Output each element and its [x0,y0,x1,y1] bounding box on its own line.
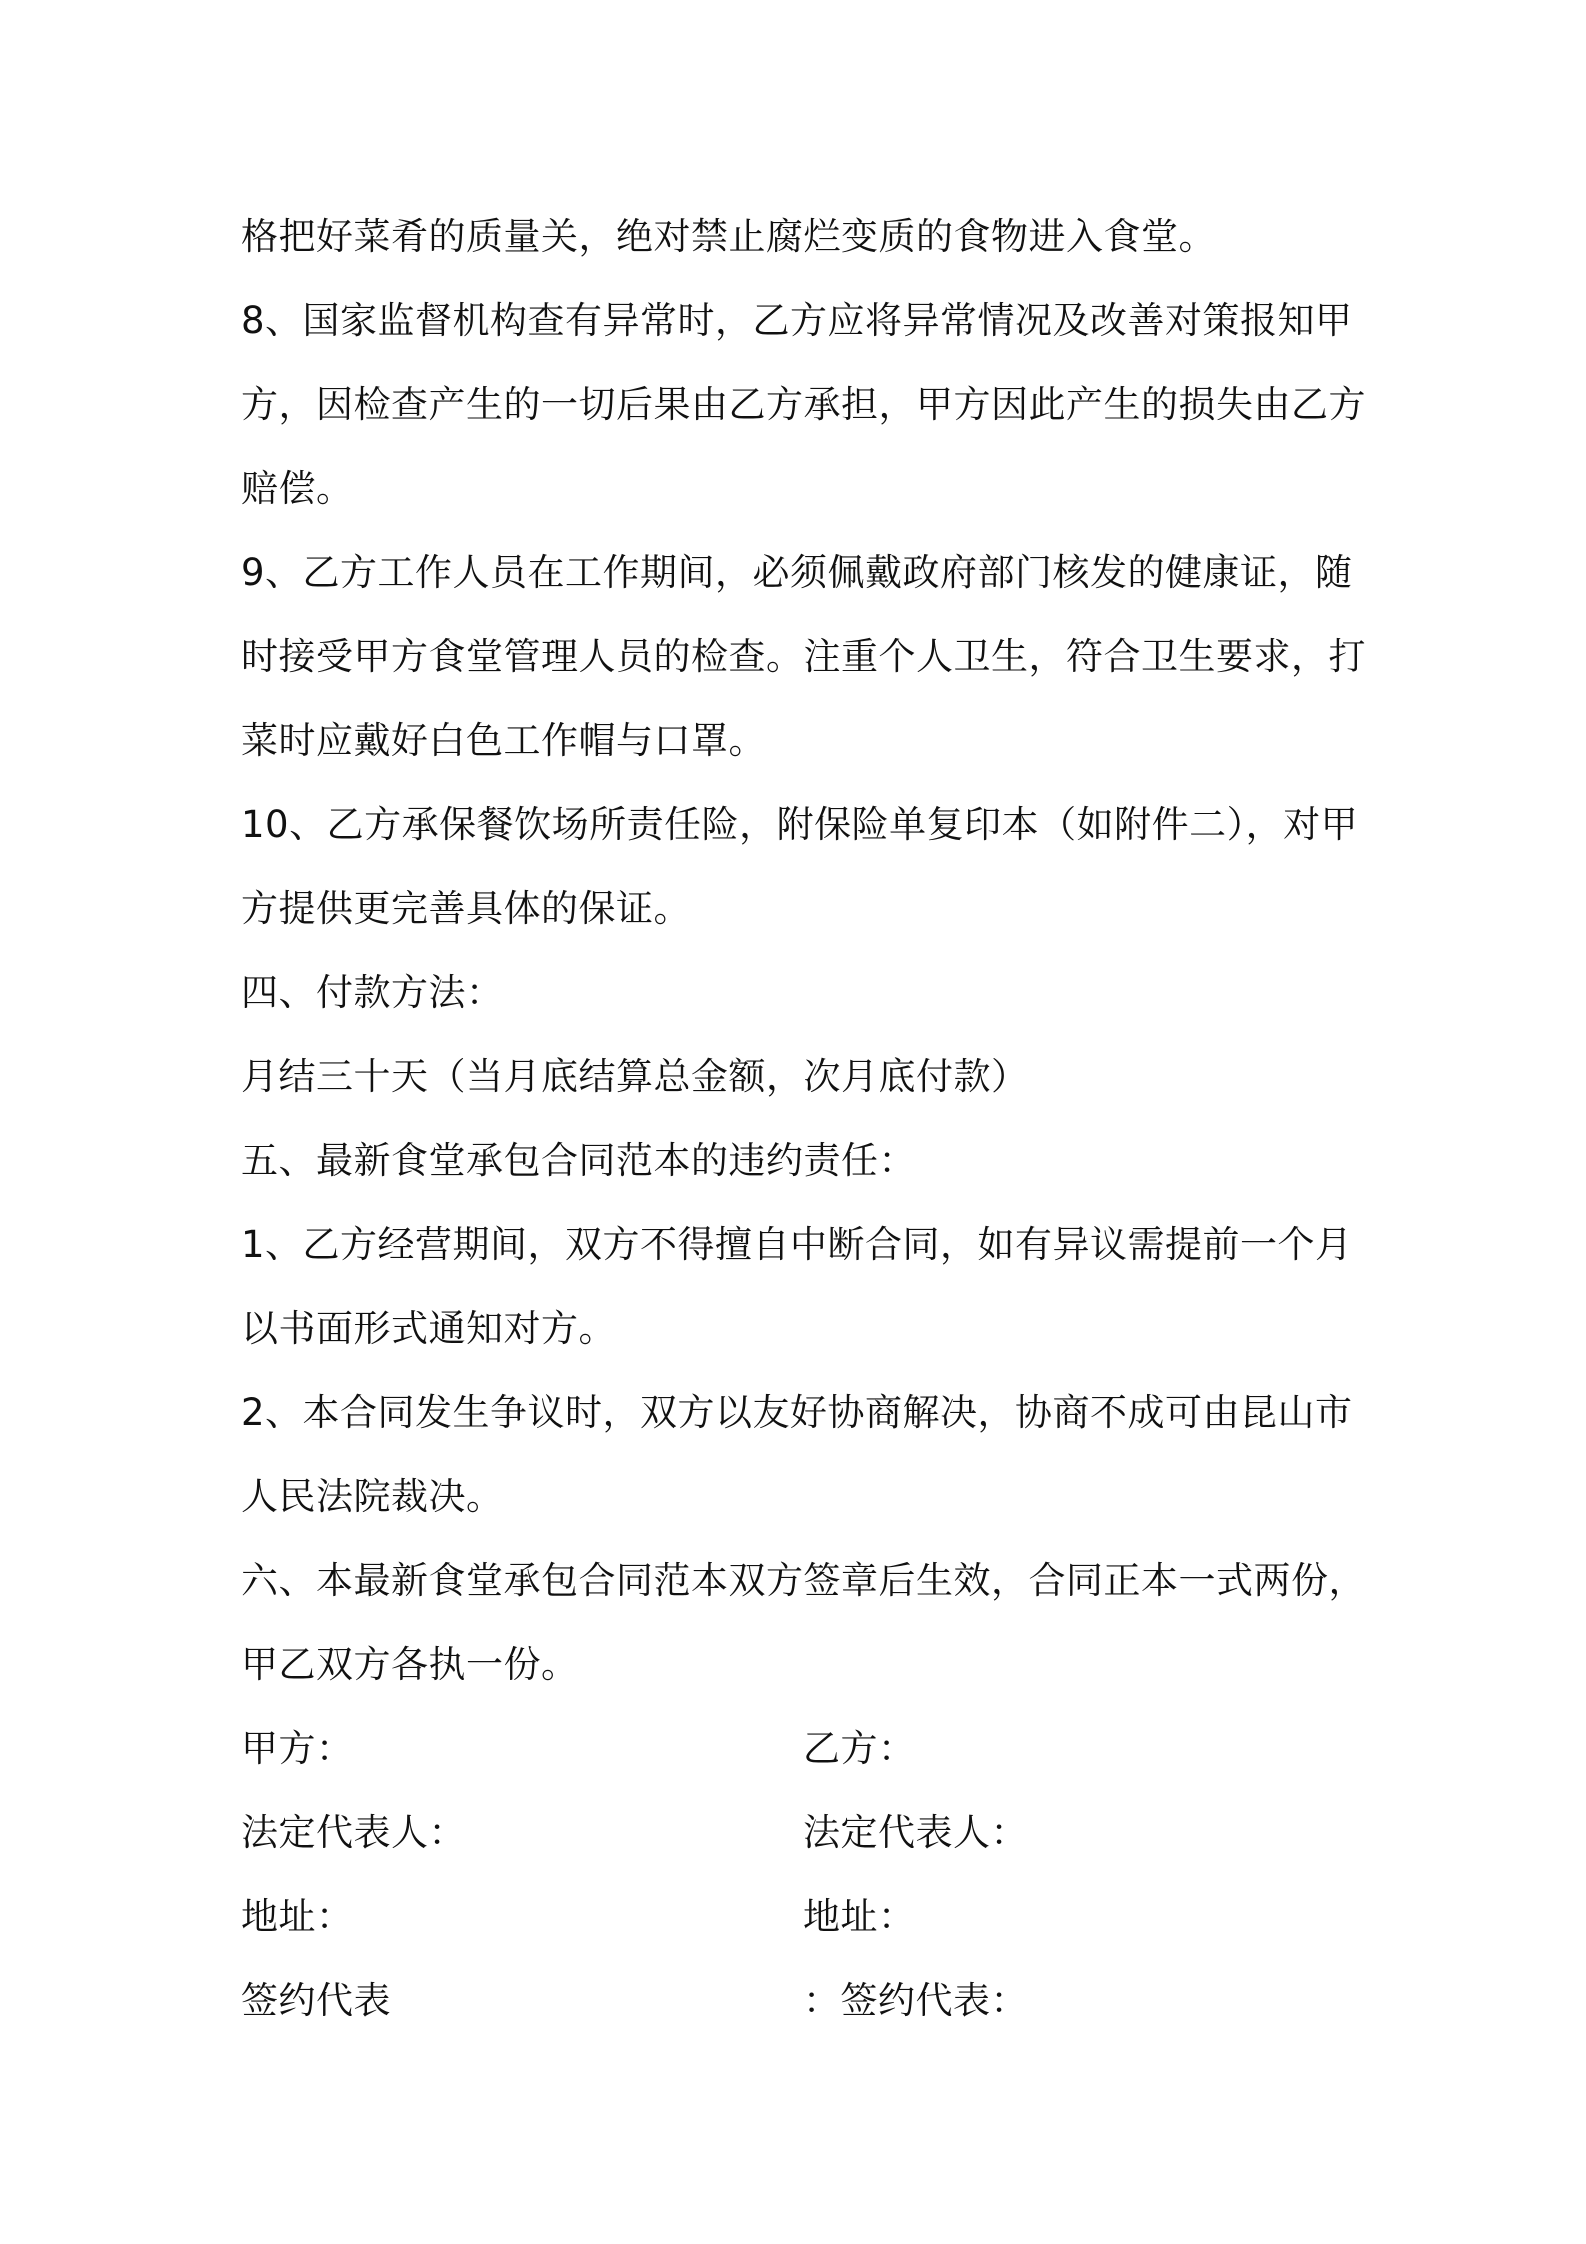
contract-body [241,195,1366,2043]
body-line: 甲乙双方各执一份。 [241,1643,579,1686]
body-line: 时接受甲方食堂管理人员的检查。注重个人卫生，符合卫生要求，打 [241,635,1366,678]
party-a-representative-label: 法定代表人： [241,1811,466,1854]
body-line: 月结三十天（当月底结算总金额，次月底付款） [241,1055,1029,1098]
signature-row-signer [241,1959,1356,2043]
signature-row-party [241,1707,1356,1791]
body-line: 2、本合同发生争议时，双方以友好协商解决，协商不成可由昆山市 [241,1391,1353,1434]
body-line: 以书面形式通知对方。 [241,1307,616,1350]
section-heading: 四、付款方法： [241,971,504,1014]
body-line: 方提供更完善具体的保证。 [241,887,691,930]
body-line: 格把好菜肴的质量关，绝对禁止腐烂变质的食物进入食堂。 [241,215,1216,258]
signature-row-address [241,1875,1356,1959]
party-b-signer-label: ：签约代表： [803,1979,1028,2022]
body-line: 8、国家监督机构查有异常时，乙方应将异常情况及改善对策报知甲 [241,299,1353,342]
party-a-signer-label: 签约代表 [241,1979,391,2022]
body-line: 人民法院裁决。 [241,1475,504,1518]
party-b-address-label: 地址： [803,1895,916,1938]
body-line: 10、乙方承保餐饮场所责任险，附保险单复印本（如附件二），对甲 [241,803,1359,846]
body-line: 菜时应戴好白色工作帽与口罩。 [241,719,766,762]
party-a-address-label: 地址： [241,1895,354,1938]
signature-row-representative [241,1791,1356,1875]
party-b-label: 乙方： [803,1727,916,1770]
section-heading: 六、本最新食堂承包合同范本双方签章后生效，合同正本一式两份， [241,1559,1366,1602]
party-b-representative-label: 法定代表人： [803,1811,1028,1854]
party-a-label: 甲方： [241,1727,354,1770]
body-line: 方，因检查产生的一切后果由乙方承担，甲方因此产生的损失由乙方 [241,383,1366,426]
body-line: 9、乙方工作人员在工作期间，必须佩戴政府部门核发的健康证，随 [241,551,1353,594]
body-line: 1、乙方经营期间，双方不得擅自中断合同，如有异议需提前一个月 [241,1223,1353,1266]
section-heading: 五、最新食堂承包合同范本的违约责任： [241,1139,916,1182]
body-line: 赔偿。 [241,467,354,510]
